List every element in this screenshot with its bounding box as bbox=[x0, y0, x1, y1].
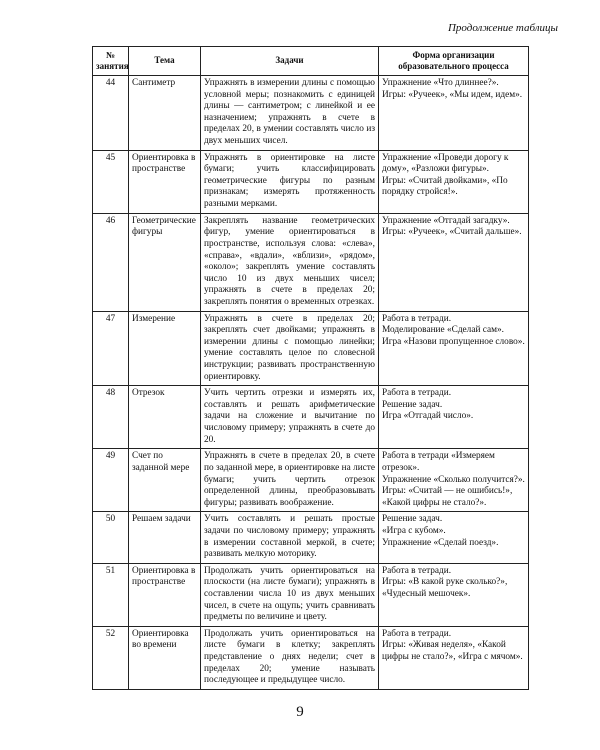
lesson-topic: Ориентировка во времени bbox=[129, 626, 201, 689]
lesson-topic: Счет по заданной мере bbox=[129, 449, 201, 512]
lesson-number: 44 bbox=[93, 76, 129, 151]
lesson-tasks: Продолжать учить ориентироваться на плоскости (на листе бумаги); упражнять в составлении числа 10 из двух меньших чисел, в счете на ощупь; учить сравнивать предметы по величине и цвету. bbox=[201, 563, 379, 626]
lesson-form bbox=[379, 213, 529, 311]
form-line: Упражнение «Отгадай загадку». bbox=[382, 215, 510, 226]
continuation-label: Продолжение таблицы bbox=[447, 22, 558, 34]
header-form: Форма организации образовательного процесса bbox=[379, 47, 529, 76]
lesson-tasks: Упражнять в ориентировке на листе бумаги; учить классифицировать геометрические фигуры по разным признакам; измерять протяженность разными мерками. bbox=[201, 150, 379, 213]
lesson-topic: Ориентировка в пространстве bbox=[129, 150, 201, 213]
lesson-form bbox=[379, 76, 529, 151]
lesson-number: 52 bbox=[93, 626, 129, 689]
lesson-form bbox=[379, 150, 529, 213]
header-topic: Тема bbox=[129, 47, 201, 76]
table-row bbox=[93, 213, 529, 311]
lesson-number: 47 bbox=[93, 311, 129, 386]
lesson-form bbox=[379, 512, 529, 563]
form-line: Работа в тетради. bbox=[382, 388, 452, 399]
form-line: Упражнение «Сколько получится?». bbox=[382, 474, 525, 485]
form-line: Работа в тетради. bbox=[382, 565, 452, 576]
lesson-table bbox=[92, 46, 529, 690]
form-line: Игра «Назови пропущенное слово». bbox=[382, 336, 525, 347]
lesson-tasks: Упражнять в измерении длины с помощью условной меры; познакомить с единицей длины — сантиметром; с линейкой и ее назначением; упражнять в счете в пределах 20, в умении составлять число из двух меньших чисел. bbox=[201, 76, 379, 151]
form-line: Игры: «Ручеек», «Считай дальше». bbox=[382, 227, 522, 238]
table-row bbox=[93, 512, 529, 563]
lesson-topic: Отрезок bbox=[129, 386, 201, 449]
form-line: Упражнение «Что длиннее?». bbox=[382, 78, 499, 88]
table-row bbox=[93, 626, 529, 689]
form-line: Игры: «В какой руке сколько?», «Чудесный мешочек». bbox=[382, 577, 508, 599]
lesson-number: 46 bbox=[93, 213, 129, 311]
lesson-tasks: Закреплять название геометрических фигур, умение ориентироваться в пространстве, используя слова: «слева», «справа», «вдали», «вблизи», «рядом», «около»; закреплять умение составлять число 10 из двух меньших чисел; упражнять в счете в пределах 20; закреплять понятия о временных отрезках. bbox=[201, 213, 379, 311]
lesson-tasks: Продолжать учить ориентироваться на листе бумаги в клетку; закреплять представление о днях недели; счет в пределах 20; умение называть последующее и предыдущее число. bbox=[201, 626, 379, 689]
lesson-form bbox=[379, 449, 529, 512]
lesson-tasks: Учить чертить отрезки и измерять их, составлять и решать арифметические задачи на сложение и вычитание по числовому примеру; упражнять в счете до 20. bbox=[201, 386, 379, 449]
lesson-form bbox=[379, 626, 529, 689]
header-tasks: Задачи bbox=[201, 47, 379, 76]
table-row bbox=[93, 150, 529, 213]
form-line: Работа в тетради «Измеряем отрезок». bbox=[382, 451, 495, 473]
form-line: Игры: «Ручеек», «Мы идем, идем». bbox=[382, 89, 523, 100]
lesson-tasks: Учить составлять и решать простые задачи по числовому примеру; упражнять в измерении составной меркой, в счете; развивать мелкую моторику. bbox=[201, 512, 379, 563]
table-body bbox=[93, 76, 529, 690]
lesson-tasks: Упражнять в счете в пределах 20; закреплять счет двойками; упражнять в измерении длины с помощью линейки; умение составлять целое по словесной инструкции; развивать пространственную ориентировку. bbox=[201, 311, 379, 386]
lesson-form bbox=[379, 563, 529, 626]
form-line: Моделирование «Сделай сам». bbox=[382, 325, 504, 336]
form-line: Упражнение «Проведи дорогу к дому», «Разложи фигуры». bbox=[382, 152, 509, 175]
form-line: Игры: «Считай двойками», «По порядку стройся!». bbox=[382, 175, 508, 198]
table-row bbox=[93, 449, 529, 512]
lesson-number: 50 bbox=[93, 512, 129, 563]
form-line: Игра «Отгадай число». bbox=[382, 411, 474, 422]
form-line: Работа в тетради. bbox=[382, 628, 452, 639]
lesson-topic: Сантиметр bbox=[129, 76, 201, 151]
lesson-form bbox=[379, 386, 529, 449]
table-row bbox=[93, 386, 529, 449]
form-line: Игры: «Живая неделя», «Какой цифры не стало?», «Игра с мячом». bbox=[382, 640, 523, 663]
table-row bbox=[93, 563, 529, 626]
table-header-row bbox=[93, 47, 529, 76]
lesson-form bbox=[379, 311, 529, 386]
lesson-number: 49 bbox=[93, 449, 129, 512]
form-line: Упражнение «Сделай поезд». bbox=[382, 537, 499, 548]
header-num: № занятия bbox=[93, 47, 129, 76]
form-line: Игры: «Считай — не ошибись!», «Какой цифры не стало?». bbox=[382, 486, 513, 508]
lesson-number: 51 bbox=[93, 563, 129, 626]
lesson-number: 48 bbox=[93, 386, 129, 449]
lesson-number: 45 bbox=[93, 150, 129, 213]
lesson-tasks: Упражнять в счете в пределах 20, в счете по заданной мере, в ориентировке на листе бумаги; учить чертить отрезок определенной длины, преобразовывать фигуры; развивать воображение. bbox=[201, 449, 379, 512]
lesson-topic: Геометрические фигуры bbox=[129, 213, 201, 311]
form-line: «Игра с кубом». bbox=[382, 525, 446, 536]
form-line: Решение задач. bbox=[382, 514, 443, 525]
table-row bbox=[93, 76, 529, 151]
form-line: Решение задач. bbox=[382, 399, 443, 410]
lesson-topic: Измерение bbox=[129, 311, 201, 386]
lesson-topic: Ориентировка в пространстве bbox=[129, 563, 201, 626]
lesson-topic: Решаем задачи bbox=[129, 512, 201, 563]
table-row bbox=[93, 311, 529, 386]
page-number: 9 bbox=[296, 704, 304, 720]
form-line: Работа в тетради. bbox=[382, 313, 452, 324]
